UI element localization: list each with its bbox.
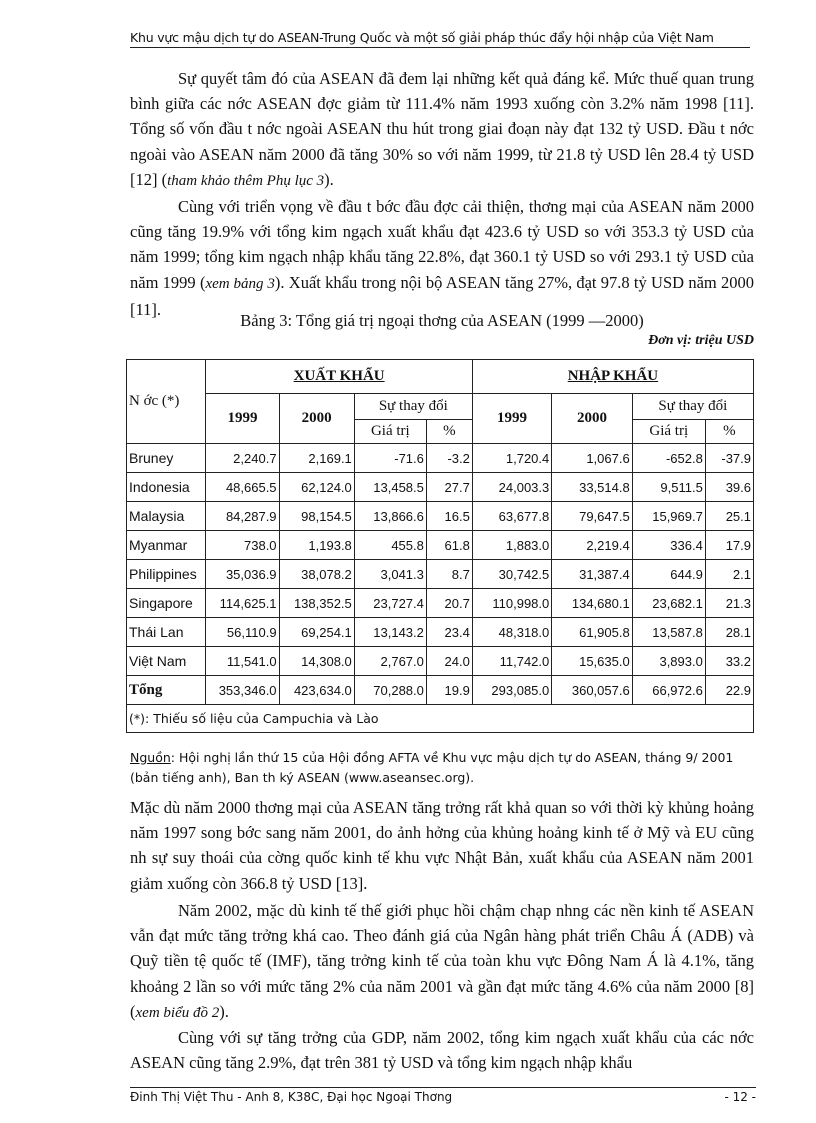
import-1999-header: 1999 (472, 394, 551, 444)
ex2000-cell: 1,193.8 (279, 531, 354, 560)
exval-cell: 13,143.2 (354, 618, 426, 647)
paragraph-4-end: ). (219, 1001, 229, 1021)
table-unit: Đơn vị: triệu USD (648, 333, 754, 348)
paragraph-5 (130, 1025, 754, 1075)
export-value-header: Giá trị (354, 420, 426, 444)
expct-cell: 16.5 (426, 502, 472, 531)
ex1999-cell: 353,346.0 (206, 676, 279, 705)
im2000-cell: 79,647.5 (552, 502, 632, 531)
paragraph-3: Mặc dù năm 2000 thơng mại của ASEAN tăng trởng rất khả quan so với thời kỳ khủng hoảng năm 1997 song bớc sang năm 2001, do ảnh hởng của khủng hoảng kinh tế ở Mỹ và EU cũng nh sự suy thoái của cờng quốc kinh tế khu vực Nhật Bản, xuất khẩu của ASEAN năm 2001 giảm xuống còn 366.8 tỷ USD [13]. (130, 798, 754, 893)
imval-cell: 644.9 (632, 560, 705, 589)
im2000-cell: 61,905.8 (552, 618, 632, 647)
source-text: : Hội nghị lần thứ 15 của Hội đồng AFTA về Khu vực mậu dịch tự do ASEAN, tháng 9/ 2001 (bản tiếng anh), Ban th ký ASEAN (www.aseansec.org). (130, 750, 734, 785)
table-row (127, 473, 754, 502)
imval-cell: 3,893.0 (632, 647, 705, 676)
im1999-cell: 293,085.0 (472, 676, 551, 705)
import-2000-header: 2000 (552, 394, 632, 444)
impct-cell: 25.1 (705, 502, 753, 531)
export-1999-header: 1999 (206, 394, 279, 444)
expct-cell: 24.0 (426, 647, 472, 676)
ex1999-cell: 56,110.9 (206, 618, 279, 647)
impct-cell: 17.9 (705, 531, 753, 560)
expct-cell: 8.7 (426, 560, 472, 589)
im1999-cell: 30,742.5 (472, 560, 551, 589)
ex2000-cell: 138,352.5 (279, 589, 354, 618)
country-column-header: N ớc (*) (127, 360, 206, 444)
imval-cell: 13,587.8 (632, 618, 705, 647)
export-2000-header: 2000 (279, 394, 354, 444)
import-value-header: Giá trị (632, 420, 705, 444)
exval-cell: 23,727.4 (354, 589, 426, 618)
paragraph-4-text: Năm 2002, mặc dù kinh tế thế giới phục hồi chậm chạp nhng các nền kinh tế ASEAN vẫn đạt mức tăng trởng khá cao. Theo đánh giá của Ngân hàng phát triển Châu Á (ADB) và Quỹ tiền tệ quốc tế (IMF), tăng trởng kinh tế của toàn khu vực Đông Nam Á là 4.1%, tăng khoảng 2 lần so với mức tăng 2% của năm 2001 và gần đạt mức tăng 4.6% của năm 2000 [8] ( (130, 901, 754, 1021)
paragraph-2 (130, 194, 754, 322)
impct-cell: 21.3 (705, 589, 753, 618)
ex1999-cell: 114,625.1 (206, 589, 279, 618)
im1999-cell: 110,998.0 (472, 589, 551, 618)
im2000-cell: 15,635.0 (552, 647, 632, 676)
import-pct-header: % (705, 420, 753, 444)
ex2000-cell: 69,254.1 (279, 618, 354, 647)
footer-author: Đinh Thị Việt Thu - Anh 8, K38C, Đại học Ngoại Thơng (130, 1090, 453, 1104)
page-number: - 12 - (724, 1090, 756, 1104)
expct-cell: 27.7 (426, 473, 472, 502)
page-footer (130, 1087, 756, 1104)
im1999-cell: 63,677.8 (472, 502, 551, 531)
impct-cell: 33.2 (705, 647, 753, 676)
table-caption-text: Tổng giá trị ngoại thơng của ASEAN (1999 —2000) (295, 311, 644, 330)
export-header-text: XUẤT KHẨU (293, 368, 385, 384)
impct-cell: 39.6 (705, 473, 753, 502)
ex1999-cell: 84,287.9 (206, 502, 279, 531)
paragraph-2-end: ). Xuất khẩu trong nội bộ ASEAN tăng 27%, đạt 97.8 tỷ USD năm 2000 [11]. (130, 272, 754, 319)
source-label: Nguồn (130, 750, 171, 765)
impct-cell: 22.9 (705, 676, 753, 705)
expct-cell: 19.9 (426, 676, 472, 705)
paragraph-4-reference: xem biểu đồ 2 (135, 1004, 220, 1021)
ex1999-cell: 48,665.5 (206, 473, 279, 502)
export-change-header: Sự thay đổi (354, 394, 472, 420)
exval-cell: 13,866.6 (354, 502, 426, 531)
paragraph-2-reference: xem bảng 3 (205, 275, 275, 292)
im2000-cell: 360,057.6 (552, 676, 632, 705)
im2000-cell: 33,514.8 (552, 473, 632, 502)
ex2000-cell: 38,078.2 (279, 560, 354, 589)
exval-cell: 3,041.3 (354, 560, 426, 589)
import-change-header: Sự thay đổi (632, 394, 753, 420)
table-row (127, 618, 754, 647)
export-header (206, 360, 472, 394)
imval-cell: -652.8 (632, 444, 705, 473)
country-cell: Thái Lan (127, 618, 206, 647)
im1999-cell: 11,742.0 (472, 647, 551, 676)
table-row (127, 560, 754, 589)
paragraph-1-reference: tham khảo thêm Phụ lục 3 (167, 172, 325, 189)
country-cell: Indonesia (127, 473, 206, 502)
im1999-cell: 24,003.3 (472, 473, 551, 502)
country-cell: Tổng (127, 676, 206, 705)
imval-cell: 15,969.7 (632, 502, 705, 531)
country-cell: Việt Nam (127, 647, 206, 676)
im2000-cell: 1,067.6 (552, 444, 632, 473)
im1999-cell: 48,318.0 (472, 618, 551, 647)
paragraph-1-text: Sự quyết tâm đó của ASEAN đã đem lại những kết quả đáng kể. Mức thuế quan trung bình giữa các nớc ASEAN đợc giảm từ 111.4% năm 1993 xuống còn 3.2% năm 1998 [11]. Tổng số vốn đầu t nớc ngoài ASEAN thu hút trong giai đoạn này đạt 132 tỷ USD. Đầu t nớc ngoài vào ASEAN năm 2000 đã tăng 30% so với năm 1999, từ 21.8 tỷ USD lên 28.4 tỷ USD [12] ( (130, 69, 754, 189)
table-row (127, 531, 754, 560)
paragraph-1-end: ). (324, 169, 334, 189)
table-row (127, 589, 754, 618)
table-caption (130, 311, 754, 331)
expct-cell: 20.7 (426, 589, 472, 618)
ex2000-cell: 423,634.0 (279, 676, 354, 705)
table-row (127, 676, 754, 705)
expct-cell: -3.2 (426, 444, 472, 473)
exval-cell: -71.6 (354, 444, 426, 473)
ex2000-cell: 14,308.0 (279, 647, 354, 676)
export-pct-header: % (426, 420, 472, 444)
country-cell: Philippines (127, 560, 206, 589)
import-header-text: NHẬP KHẨU (567, 368, 659, 384)
table-source (130, 748, 754, 788)
country-cell: Singapore (127, 589, 206, 618)
country-cell: Bruney (127, 444, 206, 473)
country-cell: Myanmar (127, 531, 206, 560)
exval-cell: 455.8 (354, 531, 426, 560)
trade-table (126, 359, 754, 733)
ex2000-cell: 98,154.5 (279, 502, 354, 531)
im2000-cell: 2,219.4 (552, 531, 632, 560)
ex2000-cell: 2,169.1 (279, 444, 354, 473)
im1999-cell: 1,883.0 (472, 531, 551, 560)
ex1999-cell: 35,036.9 (206, 560, 279, 589)
ex1999-cell: 738.0 (206, 531, 279, 560)
import-header (472, 360, 753, 394)
paragraph-1 (130, 66, 754, 194)
imval-cell: 23,682.1 (632, 589, 705, 618)
country-cell: Malaysia (127, 502, 206, 531)
impct-cell: 2.1 (705, 560, 753, 589)
table-caption-label: Bảng 3: (240, 311, 296, 330)
table-body (127, 444, 754, 705)
imval-cell: 9,511.5 (632, 473, 705, 502)
ex1999-cell: 11,541.0 (206, 647, 279, 676)
expct-cell: 23.4 (426, 618, 472, 647)
imval-cell: 336.4 (632, 531, 705, 560)
table-row (127, 444, 754, 473)
table-row (127, 502, 754, 531)
paragraph-2-text: Cùng với triển vọng về đầu t bớc đầu đợc cải thiện, thơng mại của ASEAN năm 2000 cũng tăng 19.9% với tổng kim ngạch xuất khẩu đạt 423.6 tỷ USD so với 353.3 tỷ USD của năm 1999; tổng kim ngạch nhập khẩu tăng 22.8%, đạt 360.1 tỷ USD so với 293.1 tỷ USD của năm 1999 ( (130, 197, 754, 292)
table-note: (*): Thiếu số liệu của Campuchia và Lào (127, 705, 754, 733)
impct-cell: 28.1 (705, 618, 753, 647)
imval-cell: 66,972.6 (632, 676, 705, 705)
exval-cell: 2,767.0 (354, 647, 426, 676)
exval-cell: 70,288.0 (354, 676, 426, 705)
ex1999-cell: 2,240.7 (206, 444, 279, 473)
paragraph-4 (130, 898, 754, 1026)
im2000-cell: 31,387.4 (552, 560, 632, 589)
im1999-cell: 1,720.4 (472, 444, 551, 473)
running-header: Khu vực mậu dịch tự do ASEAN-Trung Quốc và một số giải pháp thúc đẩy hội nhập của Việt Nam (130, 30, 750, 48)
impct-cell: -37.9 (705, 444, 753, 473)
expct-cell: 61.8 (426, 531, 472, 560)
table-row (127, 647, 754, 676)
paragraph-5-text: Cùng với sự tăng trởng của GDP, năm 2002, tổng kim ngạch xuất khẩu của các nớc ASEAN cũng tăng 2.9%, đạt trên 381 tỷ USD và tổng kim ngạch nhập khẩu (130, 1028, 754, 1073)
exval-cell: 13,458.5 (354, 473, 426, 502)
ex2000-cell: 62,124.0 (279, 473, 354, 502)
im2000-cell: 134,680.1 (552, 589, 632, 618)
